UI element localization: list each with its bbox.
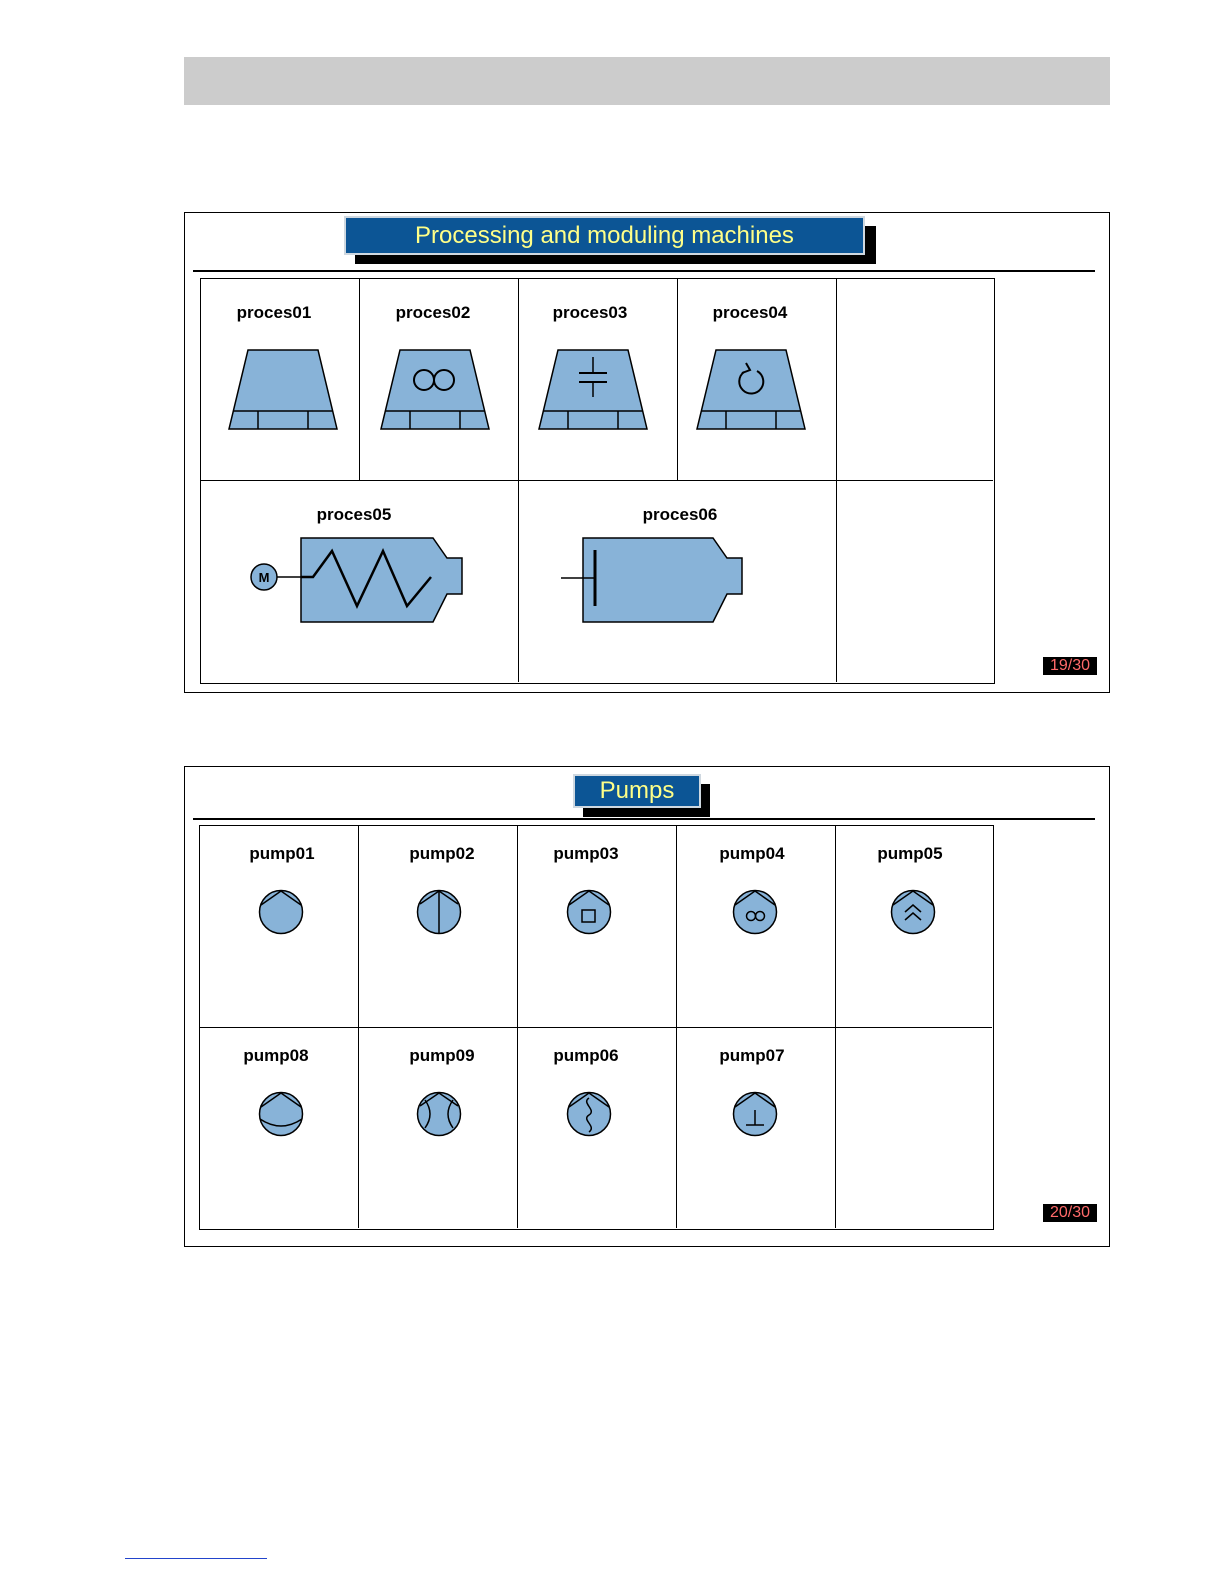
symbol-label-pump02: pump02 <box>409 844 475 863</box>
panel-title: Pumps <box>573 774 701 808</box>
symbol-label-pump08: pump08 <box>243 1046 309 1065</box>
symbol-label-pump05: pump05 <box>877 844 943 863</box>
page-number: 20/30 <box>1043 1204 1097 1222</box>
symbol-label-pump09: pump09 <box>409 1046 475 1065</box>
symbol-grid <box>200 278 995 684</box>
grid-cell <box>837 481 993 682</box>
proces04-symbol[interactable] <box>695 349 809 435</box>
page-header-bar <box>184 57 1110 105</box>
symbol-label-pump07: pump07 <box>719 1046 785 1065</box>
pump07-symbol[interactable] <box>731 1090 779 1138</box>
proces03-symbol[interactable] <box>537 349 651 435</box>
symbol-label-proces01: proces01 <box>236 303 312 322</box>
symbol-label-proces03: proces03 <box>552 303 628 322</box>
processing-panel <box>184 212 1110 693</box>
proces06-symbol[interactable] <box>559 536 799 636</box>
symbol-grid <box>199 825 994 1230</box>
symbol-label-proces04: proces04 <box>712 303 788 322</box>
pump09-symbol[interactable] <box>415 1090 463 1138</box>
symbol-label-pump03: pump03 <box>553 844 619 863</box>
title-divider <box>193 270 1095 272</box>
symbol-label-pump04: pump04 <box>719 844 785 863</box>
pump08-symbol[interactable] <box>257 1090 305 1138</box>
symbol-label-proces05: proces05 <box>316 505 392 524</box>
pump03-symbol[interactable] <box>565 888 613 936</box>
pump04-symbol[interactable] <box>731 888 779 936</box>
pump06-symbol[interactable] <box>565 1090 613 1138</box>
pump01-symbol[interactable] <box>257 888 305 936</box>
pumps-panel <box>184 766 1110 1247</box>
title-divider <box>193 818 1095 820</box>
footnote-rule <box>125 1558 267 1559</box>
pump05-symbol[interactable] <box>889 888 937 936</box>
proces02-symbol[interactable] <box>379 349 493 435</box>
proces05-symbol[interactable] <box>247 536 487 636</box>
symbol-label-pump06: pump06 <box>553 1046 619 1065</box>
page-number: 19/30 <box>1043 657 1097 675</box>
symbol-label-proces02: proces02 <box>395 303 471 322</box>
proces01-symbol[interactable] <box>227 349 341 435</box>
symbol-label-pump01: pump01 <box>249 844 315 863</box>
motor-label: M <box>258 570 270 585</box>
grid-cell <box>837 279 993 481</box>
panel-title: Processing and moduling machines <box>344 216 865 255</box>
pump02-symbol[interactable] <box>415 888 463 936</box>
symbol-label-proces06: proces06 <box>642 505 718 524</box>
grid-cell <box>836 1028 992 1228</box>
